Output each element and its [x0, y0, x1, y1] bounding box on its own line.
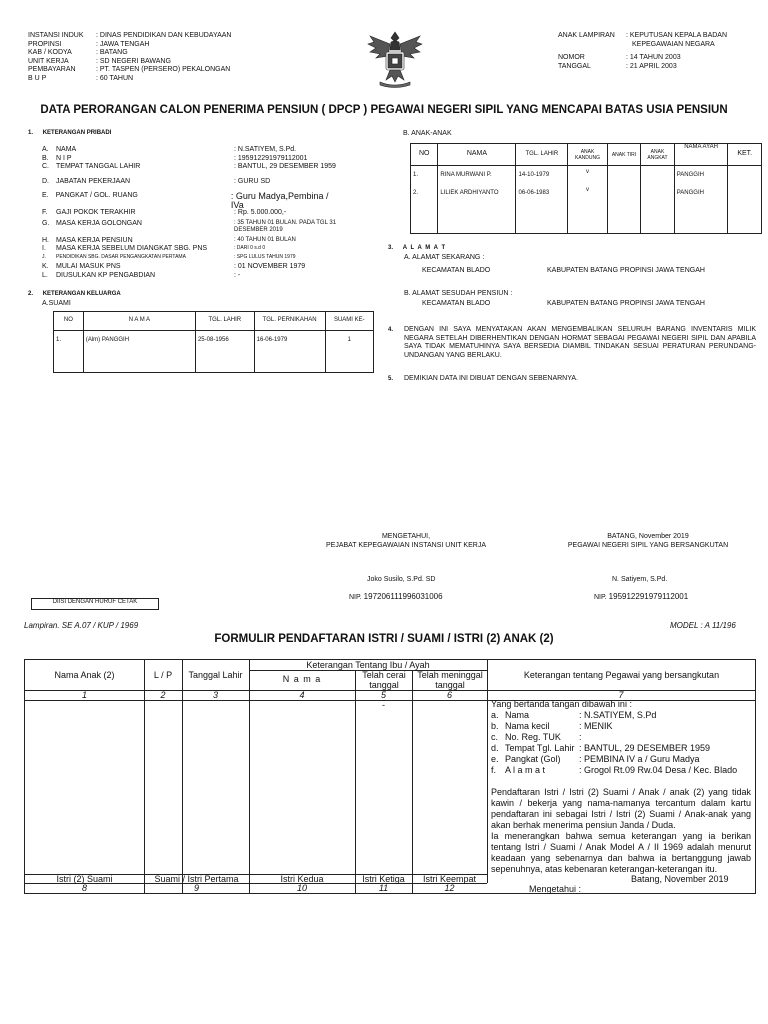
col-header: SUAMI KE- — [325, 312, 373, 331]
anak-2-kandung: v — [586, 186, 589, 193]
col-header: ANAK TIRI — [607, 144, 640, 166]
agency-value: : DINAS PENDIDIKAN DAN KEBUDAYAAN — [96, 32, 232, 39]
footer-mengetahui: Mengetahui : — [529, 884, 582, 894]
col-number: 1 — [81, 690, 87, 700]
peg-nama-kecil-value: : MENIK — [579, 721, 613, 731]
salary-label: GAJI POKOK TERAKHIR — [56, 209, 136, 216]
peg-pangkat-value: : PEMBINA IV a / Guru Madya — [579, 754, 700, 764]
footer-label: Istri Kedua — [280, 874, 324, 884]
signature-right-name: N. Satiyem, S.Pd. — [612, 576, 668, 583]
row-letter: F. — [42, 209, 48, 216]
header-ket-pegawai: Keterangan tentang Pegawai yang bersangkutan — [523, 670, 720, 680]
peg-ttl-value: : BANTUL, 29 DESEMBER 1959 — [579, 743, 711, 753]
anak-title: B. ANAK-ANAK — [403, 130, 452, 137]
table-header-row — [54, 312, 374, 331]
table-row — [411, 166, 762, 234]
lampiran-reference: Lampiran. SE A.07 / KUP / 1969 — [24, 621, 139, 630]
footer-number: 11 — [378, 883, 389, 893]
footer-number: 9 — [193, 883, 199, 893]
row-letter: K. — [42, 262, 49, 270]
peg-ttl-label: Tempat Tgl. Lahir — [505, 743, 575, 753]
footer-label: Istri Ketiga — [362, 874, 405, 884]
header-lp: L / P — [153, 670, 173, 680]
row-letter: G. — [42, 219, 50, 227]
prior-service-value: : DARI 0 s.d 0 — [234, 245, 266, 251]
header-nama: N a m a — [282, 674, 322, 684]
alamat-sekarang-kab: KABUPATEN BATANG PROPINSI JAWA TENGAH — [547, 267, 705, 274]
pegawai-info — [491, 699, 751, 875]
peg-pangkat-label: Pangkat (Gol) — [505, 754, 561, 764]
col-number: 2 — [160, 690, 166, 700]
item5-number: 5. — [388, 376, 394, 382]
service-golongan-value: : 35 TAHUN 01 BULAN. PADA TGL 31 — [234, 219, 337, 226]
nama-label: NAMA — [56, 146, 77, 153]
salary-value: : Rp. 5.000.000,- — [234, 209, 287, 216]
nomor-value: : 14 TAHUN 2003 — [626, 54, 681, 61]
anak-2-tgl: 06-06-1983 — [518, 189, 550, 196]
section2-number: 2. — [28, 291, 34, 297]
cell-ket — [728, 166, 762, 234]
row-letter: f. — [491, 765, 497, 775]
header-ket-ibu-ayah: Keterangan Tentang Ibu / Ayah — [306, 660, 430, 670]
regency-value: : BATANG — [96, 49, 128, 56]
service-pension-value: : 40 TAHUN 01 BULAN — [234, 236, 296, 243]
nip-value: : 195912291979112001 — [234, 154, 308, 162]
footer-label: Suami / Istri Pertama — [154, 874, 239, 884]
header-nama-anak: Nama Anak (2) — [54, 670, 115, 680]
header-telah-cerai: Telah cerai tanggal — [362, 670, 406, 690]
row-letter: B. — [42, 154, 49, 162]
cell: 16-06-1979 — [254, 331, 325, 373]
table-row — [54, 331, 374, 373]
form2-title: FORMULIR PENDAFTARAN ISTRI / SUAMI / ISTRI (2) ANAK (2) — [214, 633, 554, 645]
header-tanggal-lahir: Tanggal Lahir — [188, 670, 243, 680]
rank-label: PANGKAT / GOL. RUANG — [55, 192, 138, 199]
job-value: : GURU SD — [234, 177, 271, 185]
col-number: 6 — [446, 690, 452, 700]
row-letter: J. — [42, 253, 46, 260]
rank-value: : Guru Madya,Pembina / IVa — [230, 191, 329, 210]
col-number: 4 — [299, 690, 305, 700]
nama-value: : N.SATIYEM, S.Pd. — [234, 146, 297, 153]
birth-label: TEMPAT TANGGAL LAHIR — [56, 163, 141, 170]
education-value: : SPG LULUS TAHUN 1979 — [234, 253, 296, 260]
footer-number: 10 — [296, 883, 307, 893]
signature-left-line2: PEJABAT KEPEGAWAIAN INSTANSI UNIT KERJA — [326, 541, 486, 549]
row-letter: e. — [491, 754, 499, 764]
nip-label: N I P — [56, 154, 72, 162]
col-number: 5 — [380, 690, 386, 700]
row-letter: H. — [42, 236, 49, 244]
header-agency-info — [28, 32, 232, 83]
anak-1-ayah: PANGGIH — [676, 172, 704, 178]
peg-nama-kecil-label: Nama kecil — [505, 721, 550, 731]
main-title: DATA PERORANGAN CALON PENERIMA PENSIUN ( DPCP ) PEGAWAI NEGERI SIPIL YANG MENCAPAI BATAS USIA PENSIUN — [40, 104, 728, 116]
regency-label: KAB / KODYA — [28, 49, 72, 56]
prior-service-label: MASA KERJA SEBELUM DIANGKAT SBG. PNS — [56, 245, 208, 252]
alamat-number: 3. — [388, 245, 394, 251]
peg-reg-value: : — [579, 732, 582, 742]
col-header: ANAK ANGKAT — [641, 144, 674, 166]
bup-label: B U P — [28, 74, 47, 82]
section2-title: KETERANGAN KELUARGA — [42, 291, 121, 297]
cell-ayah — [674, 166, 728, 234]
nip-value: 197206111996031006 — [363, 592, 443, 601]
row-letter: a. — [491, 710, 499, 720]
payment-label: PEMBAYARAN — [28, 66, 76, 73]
peg-alamat-label: A l a m a t — [505, 765, 546, 775]
nip-label: NIP. — [594, 594, 607, 601]
birth-value: : BANTUL, 29 DESEMBER 1959 — [234, 163, 336, 170]
province-value: : JAWA TENGAH — [96, 40, 150, 48]
cell-no — [411, 166, 438, 234]
signature-right-block — [558, 533, 738, 550]
signature-right-line2: PEGAWAI NEGERI SIPIL YANG BERSANGKUTAN — [567, 541, 729, 549]
lampiran-value: : KEPUTUSAN KEPALA BADAN — [626, 32, 728, 39]
row-letter: A. — [42, 146, 49, 153]
bup-value: : 60 TAHUN — [96, 74, 134, 82]
model-reference: MODEL : A 11/196 — [670, 621, 736, 630]
lampiran-label: ANAK LAMPIRAN — [558, 32, 615, 39]
col-number: 7 — [618, 690, 624, 700]
peg-alamat-value: : Grogol Rt.09 Rw.04 Desa / Kec. Blado — [579, 765, 738, 775]
cell-kandung — [568, 166, 608, 234]
work-unit-label: UNIT KERJA — [28, 57, 69, 65]
section1-heading — [28, 130, 111, 138]
lampiran-value-2: KEPEGAWAIAN NEGARA — [632, 40, 715, 48]
signature-left-name: Joko Susilo, S.Pd. SD — [367, 576, 436, 583]
col-header: ANAK KANDUNG — [568, 144, 608, 166]
signature-left-line1: MENGETAHUI, — [381, 533, 431, 540]
anak-1-no: 1. — [413, 172, 419, 178]
row-letter: c. — [491, 732, 499, 742]
alamat-pensiun-kab: KABUPATEN BATANG PROPINSI JAWA TENGAH — [547, 300, 705, 307]
suami-subtitle: A.SUAMI — [42, 300, 71, 307]
anak-1-tgl: 14-10-1979 — [518, 172, 550, 178]
job-label: JABATAN PEKERJAAN — [56, 177, 131, 185]
header-telah-meninggal: Telah meninggal tanggal — [417, 670, 483, 690]
anak-2-ayah: PANGGIH — [676, 189, 704, 196]
row-letter: L. — [42, 272, 48, 279]
cell-tgl — [516, 166, 568, 234]
section2-heading — [28, 291, 121, 299]
agency-label: INSTANSI INDUK — [28, 32, 84, 39]
nomor-label: NOMOR — [558, 54, 585, 61]
service-golongan-label: MASA KERJA GOLONGAN — [56, 219, 142, 227]
alamat-pensiun-kec: KECAMATAN BLADO — [422, 300, 491, 307]
peg-nama-value: : N.SATIYEM, S.Pd — [579, 710, 657, 720]
col-header: TGL. LAHIR — [195, 312, 254, 331]
cell-nama — [438, 166, 516, 234]
col-header: TGL. PERNIKAHAN — [254, 312, 325, 331]
col-header: TGL. LAHIR — [516, 144, 568, 166]
anak-1-kandung: v — [586, 169, 589, 175]
row-letter: D. — [42, 177, 49, 185]
garuda-emblem-icon — [366, 28, 424, 90]
row-letter: C. — [42, 163, 49, 170]
print-note-box: DIISI DENGAN HURUF CETAK — [31, 598, 159, 610]
col-header: NO — [411, 144, 438, 166]
payment-value: : PT. TASPEN (PERSERO) PEKALONGAN — [96, 66, 231, 73]
row-letter: I. — [42, 245, 46, 252]
alamat-pensiun-label: B. ALAMAT SESUDAH PENSIUN : — [404, 290, 513, 297]
col-header: N A M A — [83, 312, 195, 331]
cell: 25-08-1956 — [195, 331, 254, 373]
service-golongan-value-2: DESEMBER 2019 — [234, 227, 283, 233]
item4-number: 4. — [388, 327, 394, 333]
tanggal-label: TANGGAL — [558, 62, 591, 70]
province-label: PROPINSI — [28, 40, 62, 48]
nip-label: NIP. — [349, 594, 362, 601]
cell-angkat — [641, 166, 674, 234]
suami-table — [53, 311, 374, 373]
item4-statement: DENGAN INI SAYA MENYATAKAN AKAN MENGEMBALIKAN SELURUH BARANG INVENTARIS MILIK NEGARA SETELAH DIBERHENTIKAN DENGAN HORMAT SEBAGAI PEGAWAI NEGERI SIPIL DAN APABILA SAYA TIDAK MEMATUHINYA SAYA BERSEDIA DIAMBIL TINDAKAN SESUAI PERATURAN PERUNDANG-UNDANGAN YANG BERLAKU. — [404, 326, 756, 359]
alamat-sekarang-kec: KECAMATAN BLADO — [422, 267, 491, 274]
start-pns-value: : 01 NOVEMBER 1979 — [234, 262, 306, 270]
footer-date: Batang, November 2019 — [631, 874, 729, 884]
alamat-title: A L A M A T — [402, 245, 447, 251]
start-pns-label: MULAI MASUK PNS — [56, 262, 121, 270]
section1-title: KETERANGAN PRIBADI — [42, 130, 112, 136]
kp-value: : - — [234, 272, 241, 279]
anak-table — [410, 143, 762, 234]
anak-2-nama: LILIEK ARDHIYANTO — [440, 189, 499, 196]
kp-label: DIUSULKAN KP PENGABDIAN — [56, 272, 156, 279]
header-reference-info — [558, 32, 727, 71]
registration-form-table — [24, 659, 756, 894]
cell: (Alm) PANGGIH — [83, 331, 195, 373]
col-header: KET. — [728, 144, 762, 166]
cerai-value: - — [382, 700, 385, 710]
anak-2-no: 2. — [413, 189, 419, 196]
alamat-heading — [388, 245, 446, 253]
row-letter: E. — [42, 192, 49, 199]
item5-statement: DEMIKIAN DATA INI DIBUAT DENGAN SEBENARNYA. — [404, 375, 578, 382]
nip-value: 195912291979112001 — [608, 592, 689, 601]
col-header: NAMA AYAH — [674, 144, 728, 166]
signature-right-nip — [594, 593, 688, 603]
footer-number: 8 — [81, 883, 87, 893]
education-label: PENDIDIKAN SBG. DASAR PENGANGKATAN PERTAMA — [56, 253, 186, 260]
peg-reg-label: No. Reg. TUK — [505, 732, 561, 742]
pegawai-paragraph-2: Ia menerangkan bahwa semua keterangan yang ia berikan tentang Istri / Suami / Anak Model A / II 1969 adalah menurut keadaan yang sebenarnya dan bahwa ia bertanggung jawab sepenuhnya, atas kebenaran keterangan-keterangan itu. — [491, 831, 751, 874]
anak-1-nama: RINA MURWANI P. — [440, 172, 492, 178]
col-header: NO — [54, 312, 84, 331]
footer-label: Istri Keempat — [422, 874, 477, 884]
peg-nama-label: Nama — [505, 710, 530, 720]
service-pension-label: MASA KERJA PENSIUN — [56, 236, 133, 244]
alamat-sekarang-label: A. ALAMAT SEKARANG : — [404, 254, 485, 261]
work-unit-value: : SD NEGERI BAWANG — [96, 57, 171, 65]
pegawai-intro: Yang bertanda tangan dibawah ini : — [491, 699, 632, 709]
row-letter: b. — [491, 721, 499, 731]
table-header-row — [411, 144, 762, 166]
signature-left-block — [316, 533, 496, 550]
pegawai-paragraph-1: Pendaftaran Istri / Istri (2) Suami / Anak / anak (2) yang tidak kawin / bekerja yang nama-namanya tercantum dalam kartu pendaftaran ini sebagai Istri / Istri (2) Suami / Anak-anak yang akan berhak menerima pensiun Janda / Duda. — [491, 787, 751, 830]
signature-left-nip — [349, 593, 443, 603]
section1-number: 1. — [28, 130, 34, 136]
cell: 1. — [54, 331, 84, 373]
footer-number: 12 — [444, 883, 455, 893]
footer-label: Istri (2) Suami — [56, 874, 113, 884]
col-header: NAMA — [438, 144, 516, 166]
personal-info-list — [42, 146, 342, 281]
cell: 1 — [325, 331, 373, 373]
cell-tiri — [607, 166, 640, 234]
col-number: 3 — [212, 690, 218, 700]
tanggal-value: : 21 APRIL 2003 — [626, 62, 677, 70]
row-letter: d. — [491, 743, 499, 753]
signature-right-line1: BATANG, November 2019 — [607, 533, 689, 540]
